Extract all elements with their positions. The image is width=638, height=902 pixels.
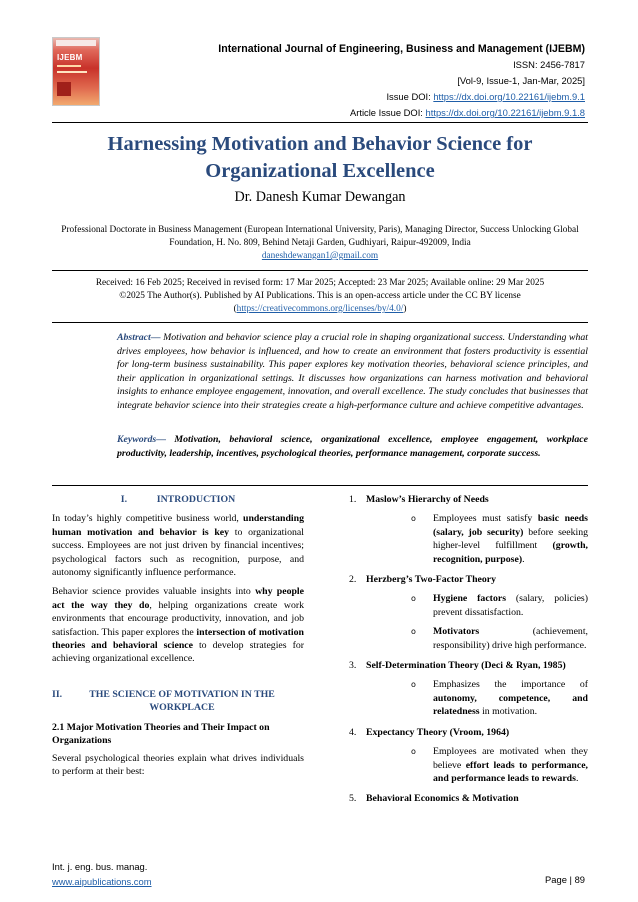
license-text: ©2025 The Author(s). Published by AI Publications. This is an open-access article under the CC BY license (119, 291, 521, 301)
issue-doi-link[interactable]: https://dx.doi.org/10.22161/ijebm.9.1 (433, 91, 585, 102)
bullet-item (366, 745, 588, 785)
divider-rule (52, 322, 588, 323)
keywords (117, 433, 588, 460)
bullet-item (366, 678, 588, 718)
list-item (346, 792, 588, 805)
section-number: I. (120, 494, 128, 505)
intro-paragraph (52, 585, 304, 665)
list-item (346, 573, 588, 652)
section-number: II. (52, 688, 63, 700)
author-name: Dr. Danesh Kumar Dewangan (234, 189, 406, 205)
theory-title: Herzberg’s Two-Factor Theory (366, 574, 497, 586)
journal-abbreviation: Int. j. eng. bus. manag. (52, 861, 148, 872)
text-run: to organizational success. Employees are not just driven by financial incentives; psychological factors such as recognition, purpose, and autonomy significantly influence performance. (52, 526, 304, 579)
bullet-item (366, 512, 588, 566)
journal-title: International Journal of Engineering, Business and Management (IJEBM) (218, 43, 585, 55)
text-run: Employees must satisfy (433, 513, 538, 525)
list-number: 4. (349, 726, 357, 738)
text-run: to develop strategies for achieving organizational excellence. (52, 640, 304, 665)
journal-cover-thumbnail (52, 37, 100, 106)
cover-line (57, 65, 81, 67)
emphasis-text: Motivators (433, 626, 480, 638)
section-title: THE SCIENCE OF MOTIVATION IN THE WORKPLACE (89, 688, 275, 714)
emphasis-text: Hygiene factors (433, 593, 507, 605)
text-run: (salary, policies) prevent dissatisfaction. (433, 593, 588, 618)
section-heading-introduction (52, 493, 304, 506)
issue-doi (218, 89, 585, 105)
license-line: (https://creativecommons.org/licenses/by/4.0/) (233, 304, 407, 314)
list-item (346, 493, 588, 566)
text-run: Emphasizes the importance of (433, 679, 588, 691)
page-number: Page | 89 (545, 874, 585, 885)
subsection-heading: 2.1 Major Motivation Theories and Their Impact on Organizations (52, 721, 270, 747)
publisher-website-link[interactable]: www.aipublications.com (52, 876, 152, 887)
section-heading-science (52, 688, 304, 715)
publication-dates (52, 277, 588, 316)
list-number: 1. (349, 494, 357, 505)
section2-paragraph: Several psychological theories explain what drives individuals to perform at their best: (52, 752, 304, 777)
volume-issue: [Vol-9, Issue-1, Jan-Mar, 2025] (457, 75, 585, 86)
text-run: . (575, 772, 579, 784)
text-run: before seeking higher-level fulfillment (433, 526, 588, 552)
text-run: . (522, 553, 525, 565)
list-number: 3. (349, 660, 357, 672)
dates-text: Received: 16 Feb 2025; Received in revised form: 17 Mar 2025; Accepted: 23 Mar 2025; Available online: 29 Mar 2025 (95, 278, 545, 288)
author-affiliation (52, 224, 588, 263)
emphasis-text: understanding human motivation and behavior is key (52, 513, 304, 538)
list-number: 2. (349, 574, 357, 586)
journal-header (218, 41, 585, 121)
bullet-circle-icon: o (411, 747, 416, 757)
emphasis-text: (growth, recognition, purpose) (433, 540, 588, 565)
emphasis-text: effort leads to performance, and performance leads to rewards (433, 759, 588, 784)
header-rule (52, 122, 588, 123)
article-doi (218, 105, 585, 121)
divider-rule (52, 270, 588, 271)
left-column (52, 493, 304, 784)
divider-rule (52, 485, 588, 486)
list-item (346, 659, 588, 719)
bullet-item (366, 625, 588, 652)
emphasis-text: intersection of motivation theories and behavioral science (52, 626, 305, 652)
cover-block (57, 82, 71, 96)
text-run: (achievement, responsibility) drive high performance. (433, 626, 588, 651)
article-doi-link[interactable]: https://dx.doi.org/10.22161/ijebm.9.1.8 (425, 107, 585, 118)
affiliation-text: Professional Doctorate in Business Management (European International University, Paris), Managing Director, Success Unlocking Global Foundation, H. No. 809, Behind Netaji Garden, Gudhiyari, Raipur-492009, India (61, 225, 579, 248)
emphasis-text: autonomy, competence, and relatedness (433, 692, 588, 718)
keywords-label: Keywords— (117, 434, 166, 445)
list-item (346, 726, 588, 786)
abstract (117, 331, 588, 412)
text-run: In today’s highly competitive business world, (52, 513, 244, 525)
cover-logo: IJEBM (57, 53, 83, 62)
license-link[interactable]: https://creativecommons.org/licenses/by/4.0/ (236, 304, 404, 314)
keywords-text: Motivation, behavioral science, organizational excellence, employee engagement, workplace productivity, leadership, incentives, psychological theories, performance management, corporate success. (117, 434, 588, 459)
bullet-circle-icon: o (411, 514, 416, 524)
theory-title: Behavioral Economics & Motivation (366, 793, 519, 805)
footer-left (52, 859, 152, 889)
article-doi-label: Article Issue DOI: (349, 107, 426, 118)
abstract-label: Abstract— (117, 332, 161, 343)
bullet-circle-icon: o (411, 594, 416, 604)
emphasis-text: basic needs (salary, job security) (433, 513, 588, 538)
abstract-text: Motivation and behavior science play a crucial role in shaping organizational success. Understanding what drives employees, how behavior is influenced, and how to create an environment that fosters productivity is essential for long-term business sustainability. This paper explores key motivation theories, behavioral science principles, and their application in organizational settings. It discusses how organizations can harness motivation and behavioral insights to enhance employee engagement, innovation, and overall excellence. The study concludes that businesses that integrate behavior science into their strategies create a high-performance culture and achieve competitive advantages. (117, 332, 588, 411)
issue-doi-label: Issue DOI: (386, 91, 434, 102)
right-column (346, 493, 588, 813)
cover-top-strip (56, 40, 96, 46)
emphasis-text: why people act the way they do (52, 586, 304, 611)
list-number: 5. (349, 793, 357, 805)
intro-paragraph (52, 512, 304, 579)
bullet-circle-icon: o (411, 627, 416, 637)
text-run: Behavior science provides valuable insights into (52, 586, 256, 598)
section-title: INTRODUCTION (156, 494, 236, 505)
theory-title: Maslow’s Hierarchy of Needs (366, 494, 489, 505)
issn: ISSN: 2456-7817 (513, 59, 585, 70)
text-run: Employees are motivated when they believe (433, 746, 588, 771)
cover-line (57, 71, 87, 73)
text-run: in motivation. (479, 706, 538, 718)
theory-title: Self-Determination Theory (Deci & Ryan, 1985) (366, 660, 566, 672)
bullet-circle-icon: o (411, 680, 416, 690)
theory-title: Expectancy Theory (Vroom, 1964) (366, 726, 510, 738)
bullet-item (366, 592, 588, 619)
paper-title: Harnessing Motivation and Behavior Science for Organizational Excellence (107, 133, 533, 182)
author-email-link[interactable]: daneshdewangan1@gmail.com (261, 251, 379, 261)
text-run: , helping organizations create work environments that encourage productivity, innovation, and job satisfaction. This paper explores the (52, 599, 305, 638)
